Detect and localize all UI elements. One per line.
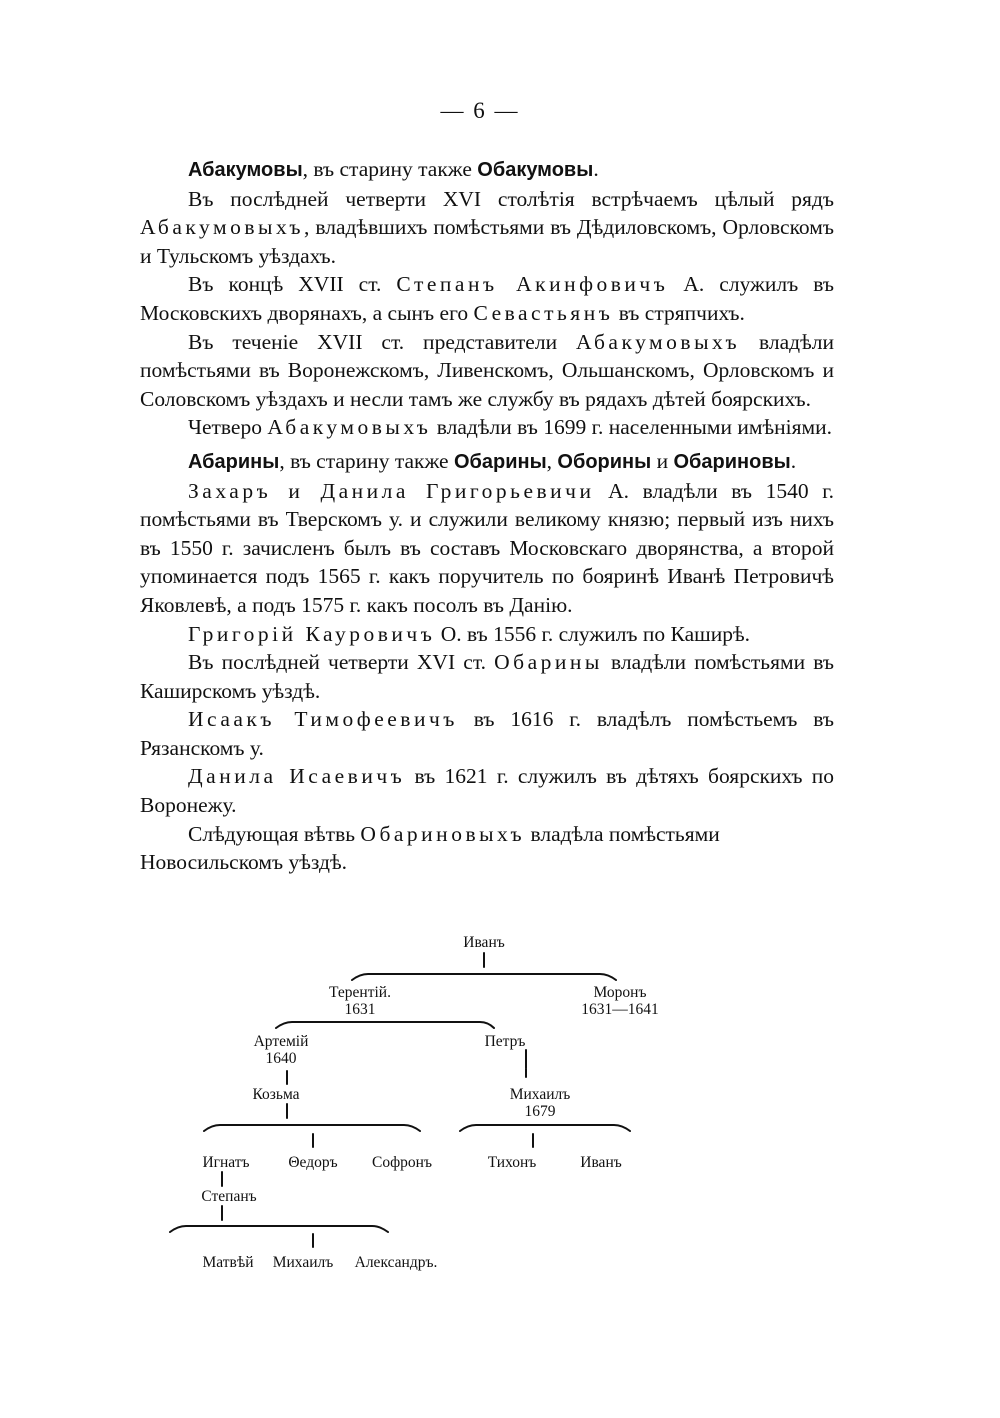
tree-node-mikhail-2: Михаилъ bbox=[272, 1254, 334, 1271]
text-run: въ 1621 г. служилъ въ дѣтяхъ боярскихъ по Воронежу. bbox=[140, 764, 835, 818]
tree-year: 1640 bbox=[265, 1050, 297, 1067]
text-run: въ стряпчихъ. bbox=[613, 300, 745, 325]
text-run: , владѣвшихъ помѣстьями въ Дѣдиловскомъ, Орловскомъ и Тульскомъ уѣздахъ. bbox=[140, 215, 834, 268]
tree-brace bbox=[352, 974, 616, 980]
text-run: Въ концѣ XVII ст. bbox=[188, 272, 397, 297]
tree-name: Артемій bbox=[253, 1033, 309, 1050]
text-run: владѣла помѣстьями Новосильскомъ уѣздѣ. bbox=[140, 821, 720, 875]
tree-node-fedor: Θедоръ bbox=[288, 1154, 338, 1171]
tree-year: 1631 bbox=[344, 1001, 376, 1018]
text-run: владѣли помѣстьями въ Каширскомъ уѣздѣ. bbox=[140, 650, 834, 703]
heading-text: , въ старину также bbox=[302, 157, 478, 181]
spaced-name: Григорій Кауровичъ bbox=[188, 621, 436, 646]
spaced-name: Абакумовыхъ bbox=[576, 329, 741, 354]
tree-brace bbox=[460, 1125, 630, 1131]
tree-year: 1631—1641 bbox=[581, 1001, 659, 1018]
tree-node-ivan: Иванъ bbox=[463, 934, 505, 951]
text-run: О. въ 1556 г. служилъ по Каширѣ. bbox=[435, 621, 751, 646]
tree-name: Моронъ bbox=[593, 984, 647, 1001]
tree-node-tikhon: Тихонъ bbox=[487, 1154, 537, 1171]
surname-obariny: Обарины bbox=[453, 450, 547, 473]
tree-node-moron bbox=[581, 984, 659, 1018]
text-run: Четверо bbox=[188, 415, 268, 440]
tree-brace bbox=[276, 1022, 494, 1028]
text-run: Въ послѣдней четверти XVI столѣтія встрѣчаемъ цѣлый рядъ bbox=[188, 186, 834, 211]
heading-text: , bbox=[546, 448, 558, 473]
tree-node-ivan-2: Иванъ bbox=[580, 1154, 622, 1171]
text-run: Въ послѣдней четверти XVI ст. bbox=[188, 650, 495, 675]
tree-node-stepan: Степанъ bbox=[201, 1188, 257, 1205]
tree-node-sofron: Софронъ bbox=[372, 1154, 432, 1171]
tree-node-matvey: Матвѣй bbox=[202, 1254, 254, 1271]
surname-abariny: Абарины bbox=[188, 450, 280, 473]
spaced-name: Абакумовыхъ bbox=[140, 215, 305, 240]
tree-node-mikhail bbox=[510, 1086, 571, 1120]
surname-obakumovy: Обакумовы bbox=[477, 159, 594, 181]
text-run: А. служилъ въ Московскихъ дворянахъ, а сынъ его bbox=[140, 272, 834, 325]
tree-node-terentiy bbox=[329, 984, 391, 1018]
heading-text: и bbox=[651, 448, 674, 473]
tree-year: 1679 bbox=[524, 1103, 556, 1120]
tree-node-petr: Петръ bbox=[484, 1033, 526, 1050]
surname-obarinovy: Обариновы bbox=[673, 450, 791, 473]
page-number: — 6 — bbox=[440, 98, 520, 123]
tree-node-ignat: Игнатъ bbox=[202, 1154, 250, 1171]
text-run: Въ теченіе XVII ст. представители bbox=[188, 329, 577, 354]
spaced-name: Обариновыхъ bbox=[360, 821, 526, 846]
spaced-name: Данила Исаевичъ bbox=[188, 764, 406, 789]
tree-node-artemiy bbox=[254, 1033, 309, 1067]
spaced-name: Данила Григорьевичи bbox=[320, 478, 595, 503]
spaced-name: Захаръ bbox=[188, 478, 272, 503]
spaced-name: Обарины bbox=[494, 650, 603, 675]
heading-end: . bbox=[790, 448, 797, 473]
text-run: и bbox=[271, 478, 321, 503]
text-run: владѣли помѣстьями въ Воронежскомъ, Ливенскомъ, Ольшанскомъ, Орловскомъ и Соловскомъ уѣздахъ и несли тамъ же службу въ рядахъ дѣтей боярскихъ. bbox=[140, 329, 834, 411]
text-run: владѣли въ 1699 г. населенными имѣніями. bbox=[431, 415, 833, 440]
spaced-name: Севастьянъ bbox=[473, 300, 614, 325]
surname-oboriny: Оборины bbox=[557, 450, 652, 473]
tree-brace bbox=[170, 1226, 388, 1232]
surname-abakumovy: Абакумовы bbox=[188, 159, 303, 181]
tree-name: Михаилъ bbox=[509, 1086, 571, 1103]
heading-end: . bbox=[593, 157, 599, 181]
tree-brace bbox=[204, 1125, 420, 1131]
spaced-name: Степанъ Акинфовичъ bbox=[396, 272, 669, 297]
text-run: А. владѣли въ 1540 г. помѣстьями въ Тверскомъ у. и служили великому князю; первый изъ нихъ въ 1550 г. зачисленъ былъ въ составъ Московскаго дворянства, а второй упоминается подъ 1565 г. какъ поручитель по бояринѣ Иванѣ Петровичѣ Яковлевѣ, а подъ 1575 г. какъ посолъ въ Данію. bbox=[140, 478, 834, 617]
tree-name: Терентій. bbox=[329, 984, 391, 1001]
spaced-name: Исаакъ Тимофеевичъ bbox=[188, 707, 458, 732]
spaced-name: Абакумовыхъ bbox=[267, 415, 432, 440]
tree-node-alexandr: Александръ. bbox=[354, 1254, 438, 1271]
text-run: въ 1616 г. владѣлъ помѣстьемъ въ Рязанскомъ у. bbox=[140, 707, 834, 760]
heading-text: , въ старину также bbox=[279, 448, 454, 473]
text-run: Слѣдующая вѣтвь bbox=[188, 821, 361, 846]
tree-node-kozma: Козьма bbox=[252, 1086, 300, 1103]
